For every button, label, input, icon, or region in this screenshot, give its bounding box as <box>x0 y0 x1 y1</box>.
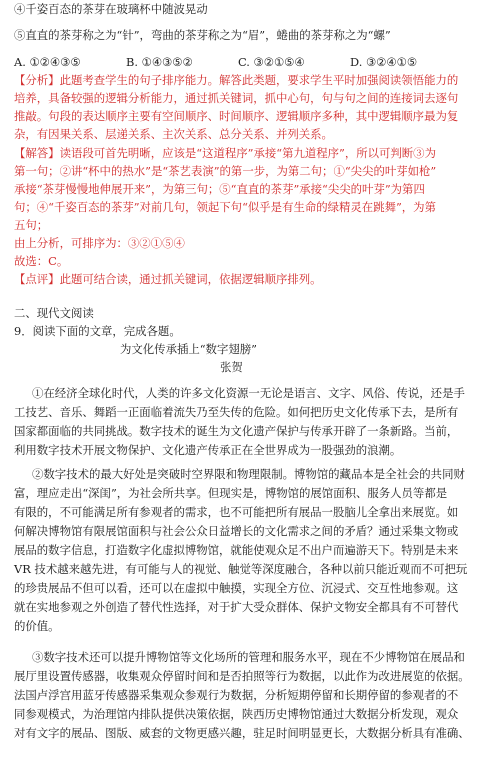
paragraph-line: 同参观模式，为治理馆内排队提供决策依据，陕西历史博物馆通过大数据分析发现，观众 <box>14 707 459 721</box>
paragraph-line: 对有文字的展品、图版、威套的文物更感兴趣，驻足时间明显更长，大数据分析具有准确、 <box>14 726 470 740</box>
paragraph-line: VR 技术越来越先进，有可能与人的视觉、触觉等深度融合，各种以前只能近观而不可把玩 <box>14 562 468 576</box>
article-title: 为文化传承插上“数字翅膀” <box>120 342 257 356</box>
paragraph-line: 何解决博物馆有限展馆面积与社会公众日益增长的文化需求之间的矛盾？通过采集文物或 <box>14 524 459 538</box>
option-c: C. ③②①⑤④ <box>238 55 305 69</box>
paragraph-line: 法国卢浮宫用蓝牙传感器采集观众参观行为数据，分析短期停留和长期停留的参观者的不 <box>14 688 459 702</box>
paragraph-line: ①在经济全球化时代，人类的许多文化资源一无论是语言、文字、风俗、传说，还是手 <box>32 386 465 400</box>
paragraph-line: 富，理应走出“深闺”，为社会所共享。但现实是，博物馆的展馆面积、服务人员等都是 <box>14 486 448 500</box>
article-author: 张贺 <box>220 360 243 374</box>
option-a: A. ①②④③⑤ <box>14 55 81 69</box>
explanation-line: 五句； <box>14 218 49 232</box>
paragraph-line: 就在实地参观之外创造了替代性选择，对于扩大受众群体、保护文物安全都具有不可替代 <box>14 600 459 614</box>
explanation-line: 句；④“千姿百态的茶芽”对前几句，领起下句“似乎是有生命的绿精灵在跳舞”，为第 <box>14 200 436 214</box>
option-b: B. ①④③⑤② <box>126 55 193 69</box>
conclusion-line: 由上分析，可排序为：③②①⑤④ <box>14 236 185 250</box>
analysis-line: 【分析】此题考查学生的句子排序能力。解答此类题，要求学生平时加强阅读领悟能力的 <box>14 73 459 87</box>
paragraph-line: 展厅里设置传感器，收集观众停留时间和是否拍照等行为数据，以此作为改进展览的依据。 <box>14 669 470 683</box>
question-prompt: 9．阅读下面的文章，完成各题。 <box>14 324 181 338</box>
paragraph-line: 的价值。 <box>14 619 60 633</box>
explanation-line: 第一句；②讲“杯中的热水”是“茶艺表演”的第一步，为第二句；①“尖尖的叶芽如枪” <box>14 164 437 178</box>
q8-options <box>14 55 475 69</box>
analysis-line: 杂，有因果关系、层递关系、主次关系、总分关系、并列关系。 <box>14 127 333 141</box>
paragraph-line: 利用数字技术开展文物保护、文化遗产传承正在全世界成为一股强劲的浪潮。 <box>14 443 402 457</box>
explanation-line: 承接“茶芽慢慢地伸展开来”，为第三句；⑤“直直的茶芽”承接“尖尖的叶芽”为第四 <box>14 182 425 196</box>
paragraph-line: ③数字技术还可以提升博物馆等文化场所的管理和服务水平，现在不少博物馆在展品和 <box>32 650 465 664</box>
analysis-line: 推敲。句段的表达顺序主要有空间顺序、时间顺序、逻辑顺序多种，其中逻辑顺序最为复 <box>14 109 459 123</box>
paragraph-line: 工技艺、音乐、舞蹈一正面临着流失乃至失传的危险。如何把历史文化传承下去，是所有 <box>14 405 459 419</box>
q8-line-5: ⑤直直的茶芽称之为“针”，弯曲的茶芽称之为“眉”，蜷曲的茶芽称之为“螺” <box>14 28 391 42</box>
section-heading: 二、现代文阅读 <box>14 306 94 320</box>
paragraph-line: 有限的，不可能满足所有参观者的需求，也不可能把所有展品一股脑儿全拿出来展览。如 <box>14 505 459 519</box>
paragraph-line: 国家都面临的共同挑战。数字技术的诞生为文化遗产保护与传承开辟了一条新路。当前， <box>14 424 459 438</box>
explanation-line: 【解答】读语段可首先明晰，应该是“这道程序”承接“第九道程序”，所以可判断③为 <box>14 146 436 160</box>
option-d: D. ③②④①⑤ <box>350 55 418 69</box>
paragraph-line: 展品的数字信息，打造数字化虚拟博物馆，就能使观众足不出户而遍游天下。特别是未来 <box>14 543 459 557</box>
q8-line-4: ④千姿百态的茶芽在玻璃杯中随波晃动 <box>14 2 208 16</box>
paragraph-line: 的珍贵展品不但可以看，还可以在虚拟中触摸，实现全方位、沉浸式、交互性地参观。这 <box>14 581 459 595</box>
answer-line: 故选：C。 <box>14 254 69 268</box>
comment-line: 【点评】此题可结合读，通过抓关键词，依据逻辑顺序排列。 <box>14 272 322 286</box>
analysis-line: 培养，具备较强的逻辑分析能力，通过抓关键词，抓中心句，句与句之间的连接词去逐句 <box>14 91 459 105</box>
paragraph-line: ②数字技术的最大好处是突破时空界限和物理限制。博物馆的藏品本是全社会的共同财 <box>32 467 465 481</box>
